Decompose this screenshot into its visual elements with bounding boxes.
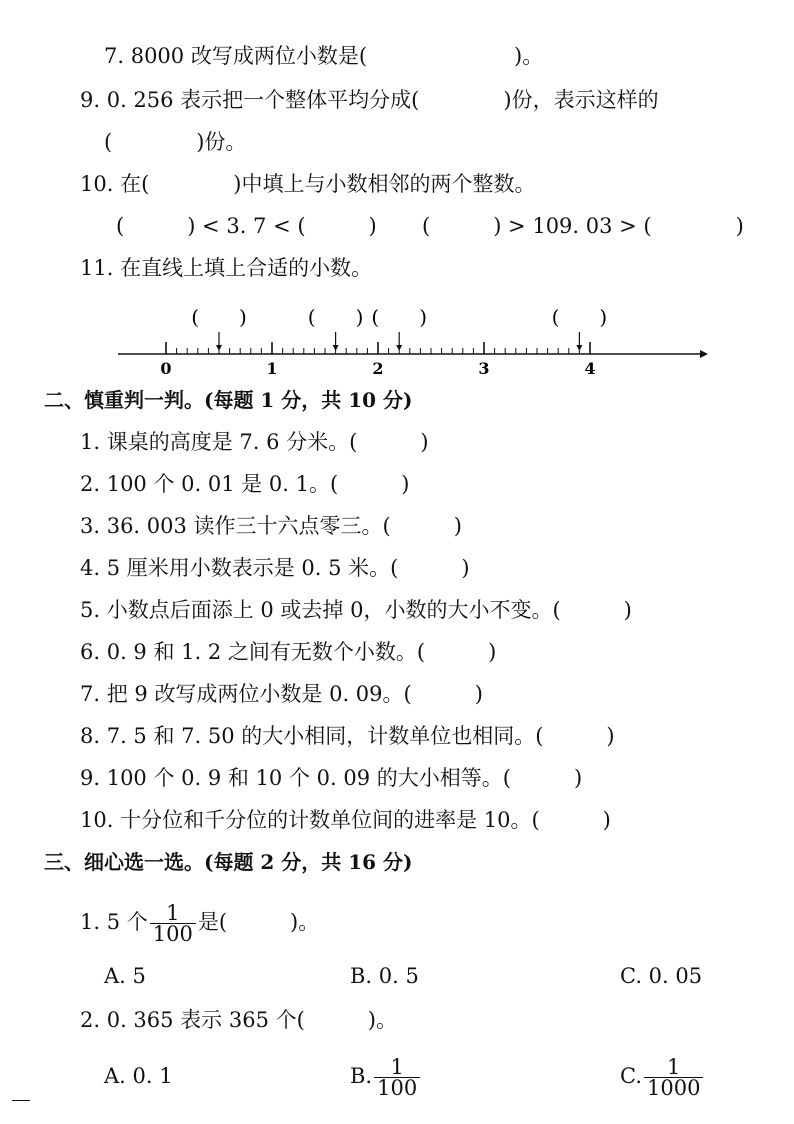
section3-question-2: 2. 0. 365 表示 365 个( )。 xyxy=(80,1008,397,1032)
q1-option-c: C. 0. 05 xyxy=(620,964,703,988)
judgment-item: 10. 十分位和千分位的计数单位间的进率是 10。( ) xyxy=(80,808,611,832)
question-10-inequality-b: ( ) > 109. 03 > ( ) xyxy=(422,214,744,238)
fraction-numerator: 1 xyxy=(166,901,180,925)
fraction-denominator: 100 xyxy=(150,923,196,944)
judgment-item: 8. 7. 5 和 7. 50 的大小相同，计数单位也相同。( ) xyxy=(80,724,615,748)
tick-label: 3 xyxy=(478,359,490,378)
answer-blank[interactable]: ( ) xyxy=(307,305,364,329)
q1-prefix: 1. 5 个 xyxy=(80,910,148,934)
number-line xyxy=(0,296,794,386)
q2-option-a: A. 0. 1 xyxy=(104,1064,173,1088)
question-9-line1: 9. 0. 256 表示把一个整体平均分成( )份，表示这样的 xyxy=(80,88,659,112)
fraction xyxy=(644,1057,703,1098)
fraction xyxy=(150,903,196,944)
judgment-item: 4. 5 厘米用小数表示是 0. 5 米。( ) xyxy=(80,556,470,580)
judgment-item: 6. 0. 9 和 1. 2 之间有无数个小数。( ) xyxy=(80,640,497,664)
number-line-arrowhead xyxy=(700,350,708,358)
question-11: 11. 在直线上填上合适的小数。 xyxy=(80,256,373,280)
fraction xyxy=(374,1057,420,1098)
tick-label: 2 xyxy=(372,359,384,378)
tick-label: 0 xyxy=(160,359,172,378)
section3-question-1 xyxy=(80,898,319,946)
q2-option-c xyxy=(620,1052,705,1100)
judgment-item: 1. 课桌的高度是 7. 6 分米。( ) xyxy=(80,430,429,454)
judgment-item: 2. 100 个 0. 01 是 0. 1。( ) xyxy=(80,472,410,496)
q1-option-a: A. 5 xyxy=(104,964,146,988)
judgment-item: 7. 把 9 改写成两位小数是 0. 09。( ) xyxy=(80,682,483,706)
question-7: 7. 8000 改写成两位小数是( )。 xyxy=(104,44,544,68)
section3-title: 三、细心选一选。(每题 2 分，共 16 分) xyxy=(44,850,413,874)
fraction-denominator: 1000 xyxy=(644,1077,703,1098)
fraction-denominator: 100 xyxy=(374,1077,420,1098)
question-9-line2: ( )份。 xyxy=(104,130,247,154)
tick-label: 4 xyxy=(584,359,596,378)
tick-label: 1 xyxy=(266,359,278,378)
answer-blank[interactable]: ( ) xyxy=(191,305,247,329)
q1-option-b: B. 0. 5 xyxy=(350,964,419,988)
fraction-numerator: 1 xyxy=(390,1055,404,1079)
judgment-item: 9. 100 个 0. 9 和 10 个 0. 09 的大小相等。( ) xyxy=(80,766,583,790)
judgment-item: 5. 小数点后面添上 0 或去掉 0，小数的大小不变。( ) xyxy=(80,598,632,622)
option-letter: B. xyxy=(350,1064,373,1088)
q2-option-b xyxy=(350,1052,422,1100)
option-letter: C. xyxy=(620,1064,642,1088)
fraction-numerator: 1 xyxy=(667,1055,681,1079)
section2-title: 二、慎重判一判。(每题 1 分，共 10 分) xyxy=(44,388,413,412)
answer-blank[interactable]: ( ) xyxy=(551,305,608,329)
answer-blank[interactable]: ( ) xyxy=(371,305,428,329)
page-margin-mark xyxy=(12,1100,30,1101)
question-10-inequality-a: ( ) < 3. 7 < ( ) xyxy=(116,214,377,238)
judgment-item: 3. 36. 003 读作三十六点零三。( ) xyxy=(80,514,462,538)
q1-suffix: 是( )。 xyxy=(197,910,320,934)
question-10: 10. 在( )中填上与小数相邻的两个整数。 xyxy=(80,172,536,196)
